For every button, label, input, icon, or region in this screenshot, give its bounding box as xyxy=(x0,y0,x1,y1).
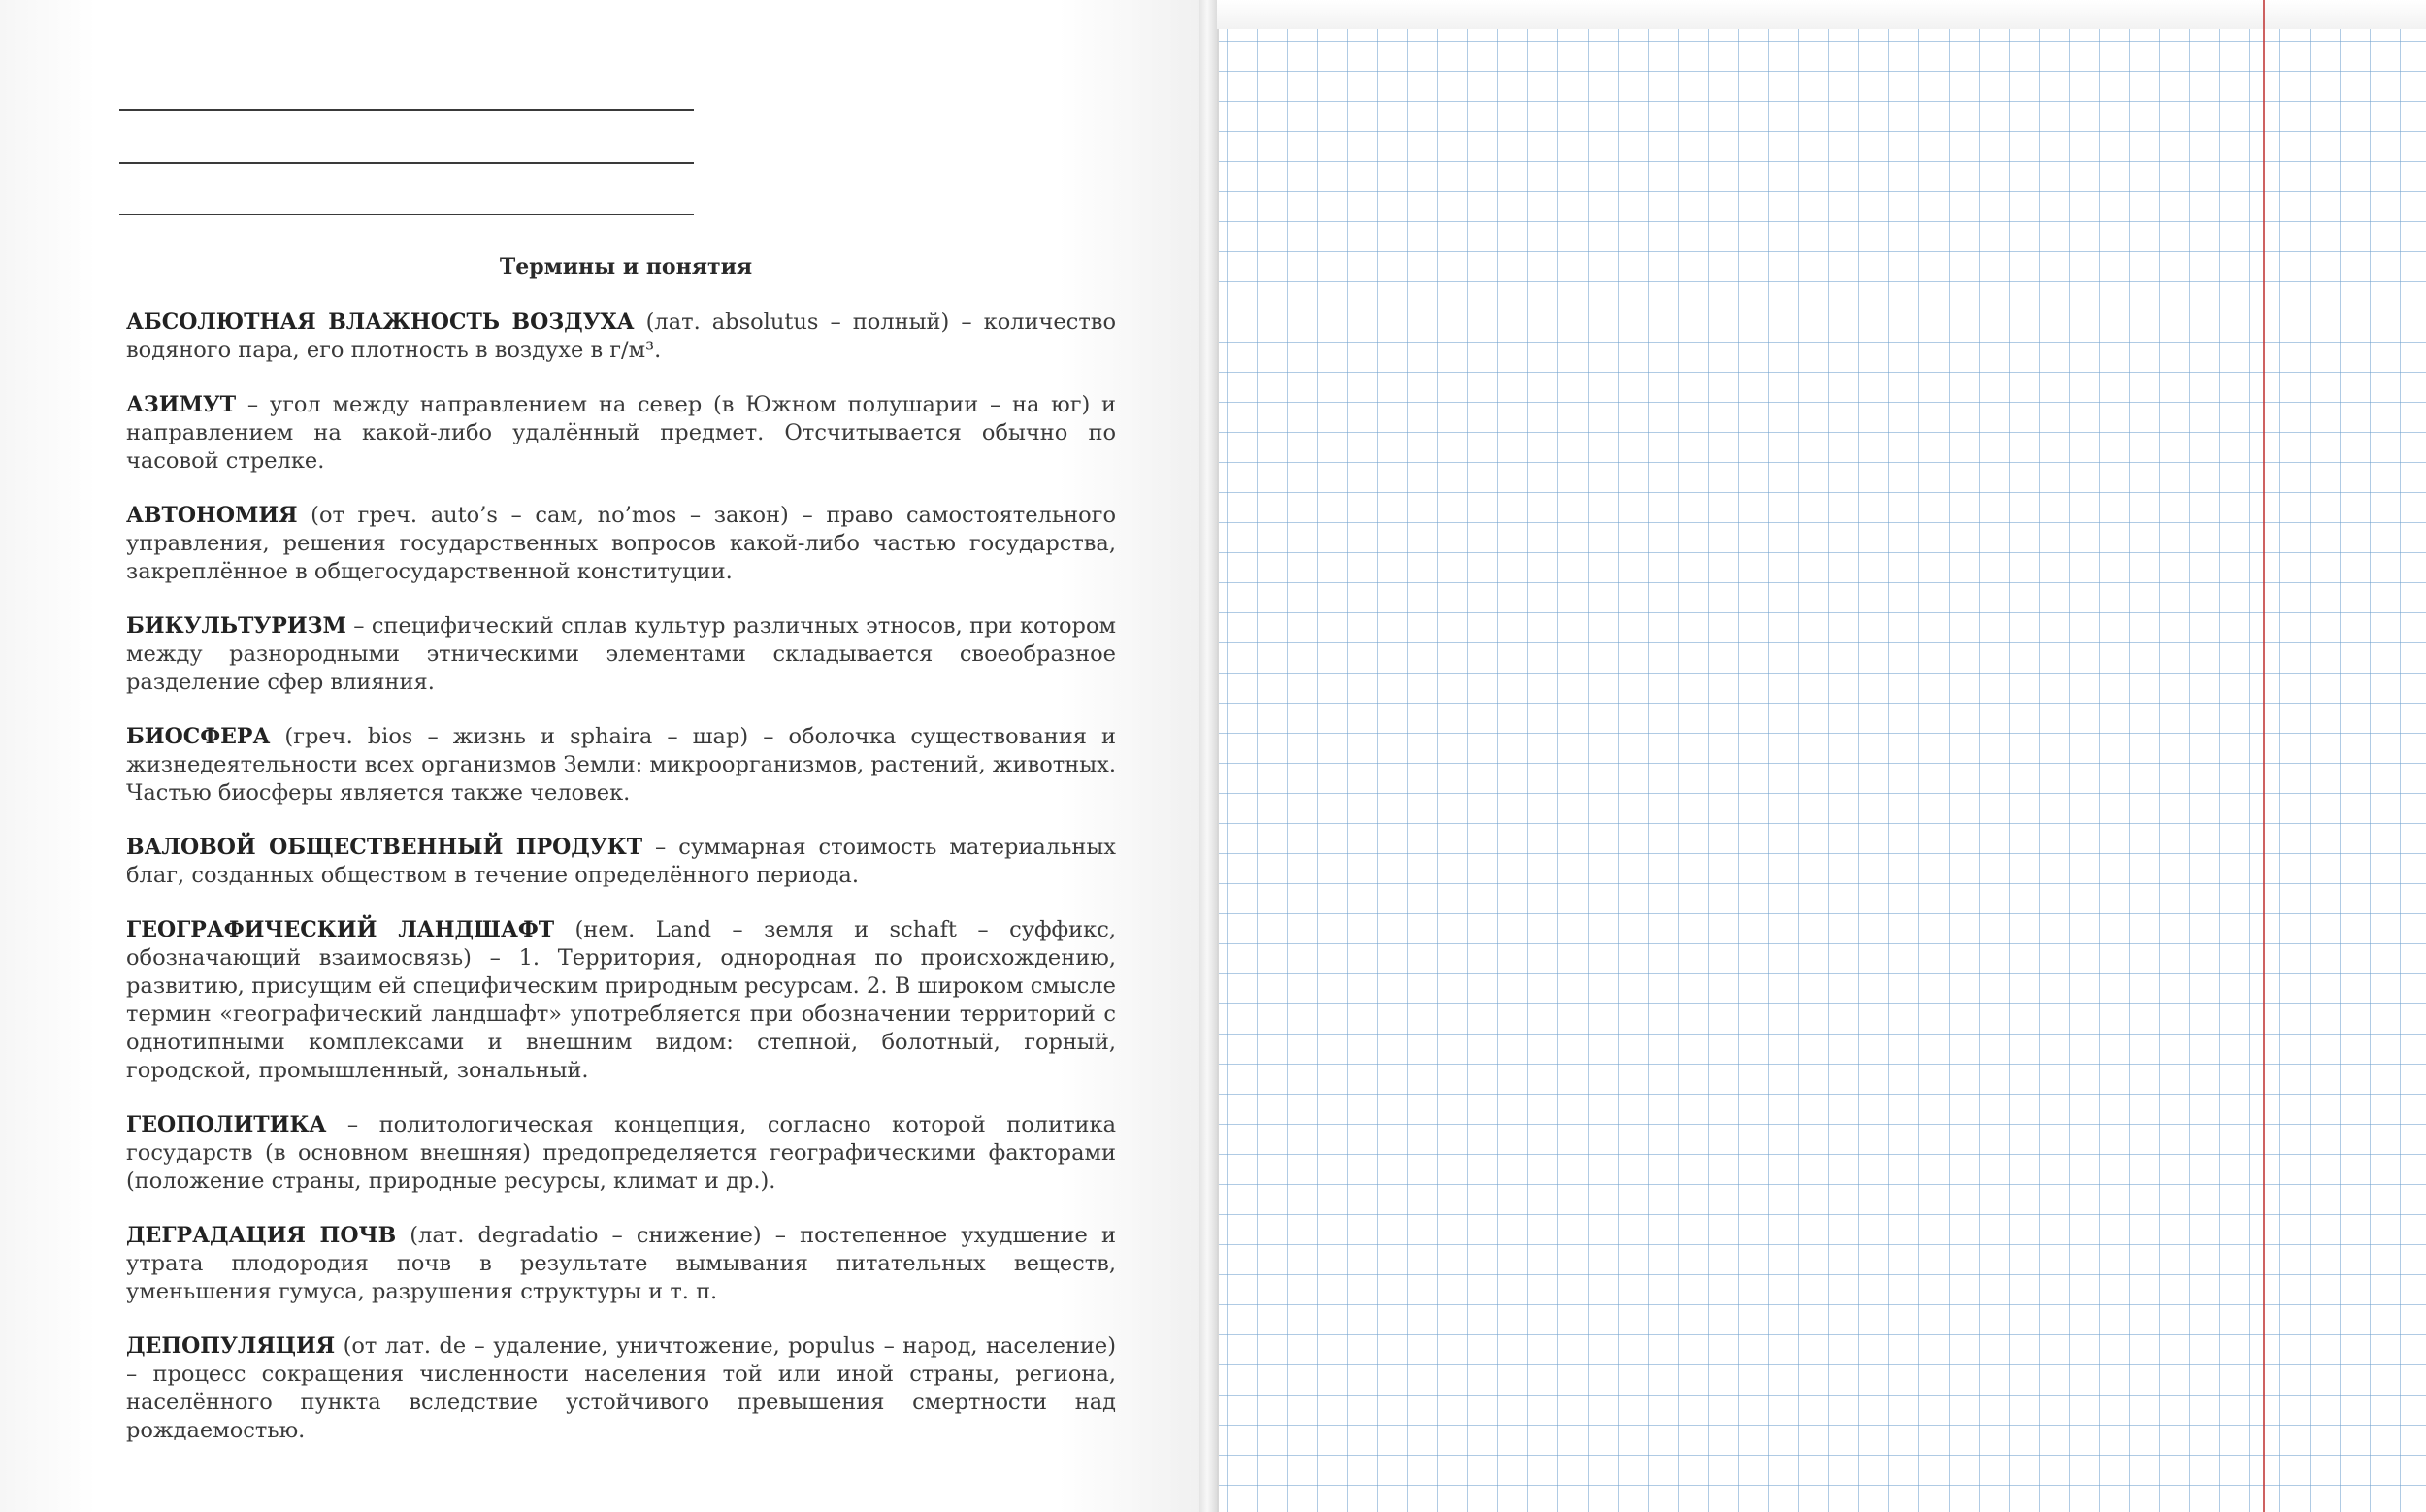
term-definition: (нем. Land – земля и schaft – суффикс, обозначающий взаимосвязь) – 1. Территория, однородная по происхождению, развитию, присущим ей специфическим природным ресурсам. 2. В широком смысле термин «географический ландшафт» употребляется при обозначении территорий с однотипными комплексами и внешним видом: степной, болотный, горный, городской, промышленный, зональный. xyxy=(126,917,1116,1083)
term-entry xyxy=(126,916,1116,1085)
page-title: Термины и понятия xyxy=(499,254,753,279)
terms-list xyxy=(126,309,1116,1471)
term-name: ДЕГРАДАЦИЯ ПОЧВ xyxy=(126,1223,397,1248)
term-entry xyxy=(126,834,1116,890)
left-page xyxy=(0,0,1203,1512)
term-definition: (лат. degradatio – снижение) – постепенное ухудшение и утрата плодородия почв в результате вымывания питательных веществ, уменьшения гумуса, разрушения структуры и т. п. xyxy=(126,1223,1116,1304)
notebook-spine xyxy=(1199,0,1217,1512)
term-definition: (греч. bios – жизнь и sphaira – шар) – оболочка существования и жизнедеятельности всех организмов Земли: микроорганизмов, растений, животных. Частью биосферы является также человек. xyxy=(126,724,1116,805)
term-name: ГЕОГРАФИЧЕСКИЙ ЛАНДШАФТ xyxy=(126,917,555,942)
term-entry xyxy=(126,1332,1116,1445)
blank-line-2 xyxy=(119,162,694,164)
term-name: АВТОНОМИЯ xyxy=(126,503,298,528)
term-entry xyxy=(126,1222,1116,1306)
term-definition: – специфический сплав культур различных этносов, при котором между разнородными этническими элементами складывается своеобразное разделение сфер влияния. xyxy=(126,613,1116,695)
term-entry xyxy=(126,391,1116,476)
term-definition: – суммарная стоимость материальных благ, созданных обществом в течение определённого периода. xyxy=(126,835,1116,888)
term-name: АБСОЛЮТНАЯ ВЛАЖНОСТЬ ВОЗДУХА xyxy=(126,310,635,335)
term-definition: (лат. absolutus – полный) – количество водяного пара, его плотность в воздухе в г/м³. xyxy=(126,310,1116,363)
term-entry xyxy=(126,1111,1116,1196)
term-entry xyxy=(126,502,1116,586)
term-name: ВАЛОВОЙ ОБЩЕСТВЕННЫЙ ПРОДУКТ xyxy=(126,835,643,860)
term-name: ГЕОПОЛИТИКА xyxy=(126,1112,327,1137)
term-entry xyxy=(126,309,1116,365)
term-name: АЗИМУТ xyxy=(126,392,237,417)
margin-line xyxy=(2263,0,2265,1512)
blank-line-3 xyxy=(119,214,694,215)
term-definition: – угол между направлением на север (в Южном полушарии – на юг) и направлением на какой-либо удалённый предмет. Отсчитывается обычно по часовой стрелке. xyxy=(126,392,1116,474)
term-entry xyxy=(126,723,1116,807)
grid-page xyxy=(1217,29,2426,1512)
term-definition: (от лат. de – удаление, уничтожение, populus – народ, население) – процесс сокращения численности населения той или иной страны, региона, населённого пункта вследствие устойчивого превышения смертности над рождаемостью. xyxy=(126,1333,1116,1443)
term-name: БИКУЛЬТУРИЗМ xyxy=(126,613,346,639)
term-name: БИОСФЕРА xyxy=(126,724,271,749)
page-top-shadow xyxy=(1217,0,2426,29)
term-entry xyxy=(126,612,1116,697)
term-definition: – политологическая концепция, согласно которой политика государств (в основном внешняя) предопределяется географическими факторами (положение страны, природные ресурсы, климат и др.). xyxy=(126,1112,1116,1194)
term-definition: (от греч. auto’s – сам, no’mos – закон) – право самостоятельного управления, решения государственных вопросов какой-либо частью государства, закреплённое в общегосударственной конституции. xyxy=(126,503,1116,584)
blank-line-1 xyxy=(119,109,694,111)
term-name: ДЕПОПУЛЯЦИЯ xyxy=(126,1333,336,1359)
